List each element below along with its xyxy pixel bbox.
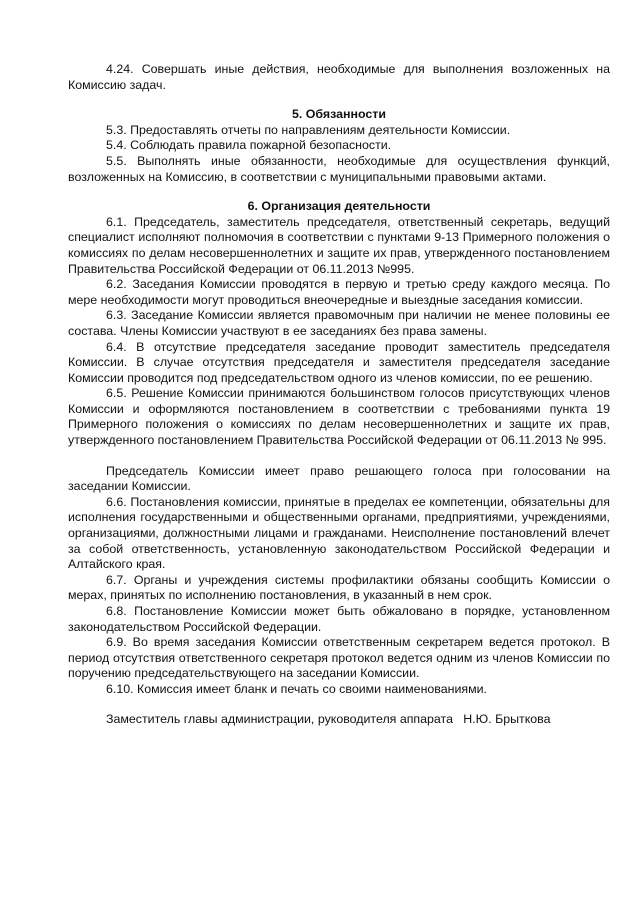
paragraph-6-5-chair: Председатель Комиссии имеет право решающего голоса при голосовании на заседании Комиссии. <box>68 463 610 494</box>
paragraph-6-1: 6.1. Председатель, заместитель председателя, ответственный секретарь, ведущий специалист исполняют полномочия в соответствии с пунктами 9-13 Примерного положения о комиссиях по делам несовершеннолетних и защите их прав, утвержденного постановлением Правительства Российской Федерации от 06.11.2013 №995. <box>68 214 610 276</box>
paragraph-6-5: 6.5. Решение Комиссии принимаются большинством голосов присутствующих членов Комиссии и оформляются постановлением в соответствии с требованиями пункта 19 Примерного положения о комиссиях по делам несовершеннолетних и защите их прав, утвержденного постановлением Правительства Российской Федерации от 06.11.2013 № 995. <box>68 386 610 448</box>
paragraph-5-5: 5.5. Выполнять иные обязанности, необходимые для осуществления функций, возложенных на Комиссию, в соответствии с муниципальными правовыми актами. <box>68 153 610 184</box>
signature-line: Заместитель главы администрации, руководителя аппарата Н.Ю. Брыткова <box>106 711 551 726</box>
paragraph-5-3: 5.3. Предоставлять отчеты по направлениям деятельности Комиссии. <box>106 122 511 137</box>
paragraph-6-7: 6.7. Органы и учреждения системы профилактики обязаны сообщить Комиссии о мерах, принятых по исполнению постановления, в указанный в нем срок. <box>68 572 610 603</box>
paragraph-6-10: 6.10. Комиссия имеет бланк и печать со своими наименованиями. <box>106 681 487 696</box>
document-page <box>68 62 610 727</box>
paragraph-6-9: 6.9. Во время заседания Комиссии ответственным секретарем ведется протокол. В период отсутствия ответственного секретаря протокол ведется одним из членов Комиссии по поручению председательствующего на заседании Комиссии. <box>68 635 610 681</box>
paragraph-6-3: 6.3. Заседание Комиссии является правомочным при наличии не менее половины ее состава. Члены Комиссии участвуют в ее заседаниях без права замены. <box>68 308 610 338</box>
paragraph-6-8: 6.8. Постановление Комиссии может быть обжаловано в порядке, установленном законодательством Российской Федерации. <box>68 604 610 634</box>
paragraph-6-2: 6.2. Заседания Комиссии проводятся в первую и третью среду каждого месяца. По мере необходимости могут проводиться внеочередные и выездные заседания комиссии. <box>68 277 610 307</box>
section-heading-6: 6. Организация деятельности <box>247 199 431 214</box>
paragraph-6-6: 6.6. Постановления комиссии, принятые в пределах ее компетенции, обязательны для исполнения государственными и общественными органами, предприятиями, учреждениями, организациями, должностными лицами и гражданами. Неисполнение постановлений влечет за собой ответственность, установленную законодательством Российской Федерации и Алтайского края. <box>68 494 610 572</box>
paragraph-4-24: 4.24. Совершать иные действия, необходимые для выполнения возложенных на Комиссию задач. <box>68 62 610 92</box>
paragraph-6-4: 6.4. В отсутствие председателя заседание проводит заместитель председателя Комиссии. В случае отсутствия председателя и заместителя председателя заседание Комиссии проводится под председательством одного из членов комиссии, по ее решению. <box>68 339 610 385</box>
paragraph-5-4: 5.4. Соблюдать правила пожарной безопасности. <box>106 138 392 153</box>
section-heading-5: 5. Обязанности <box>292 107 386 122</box>
